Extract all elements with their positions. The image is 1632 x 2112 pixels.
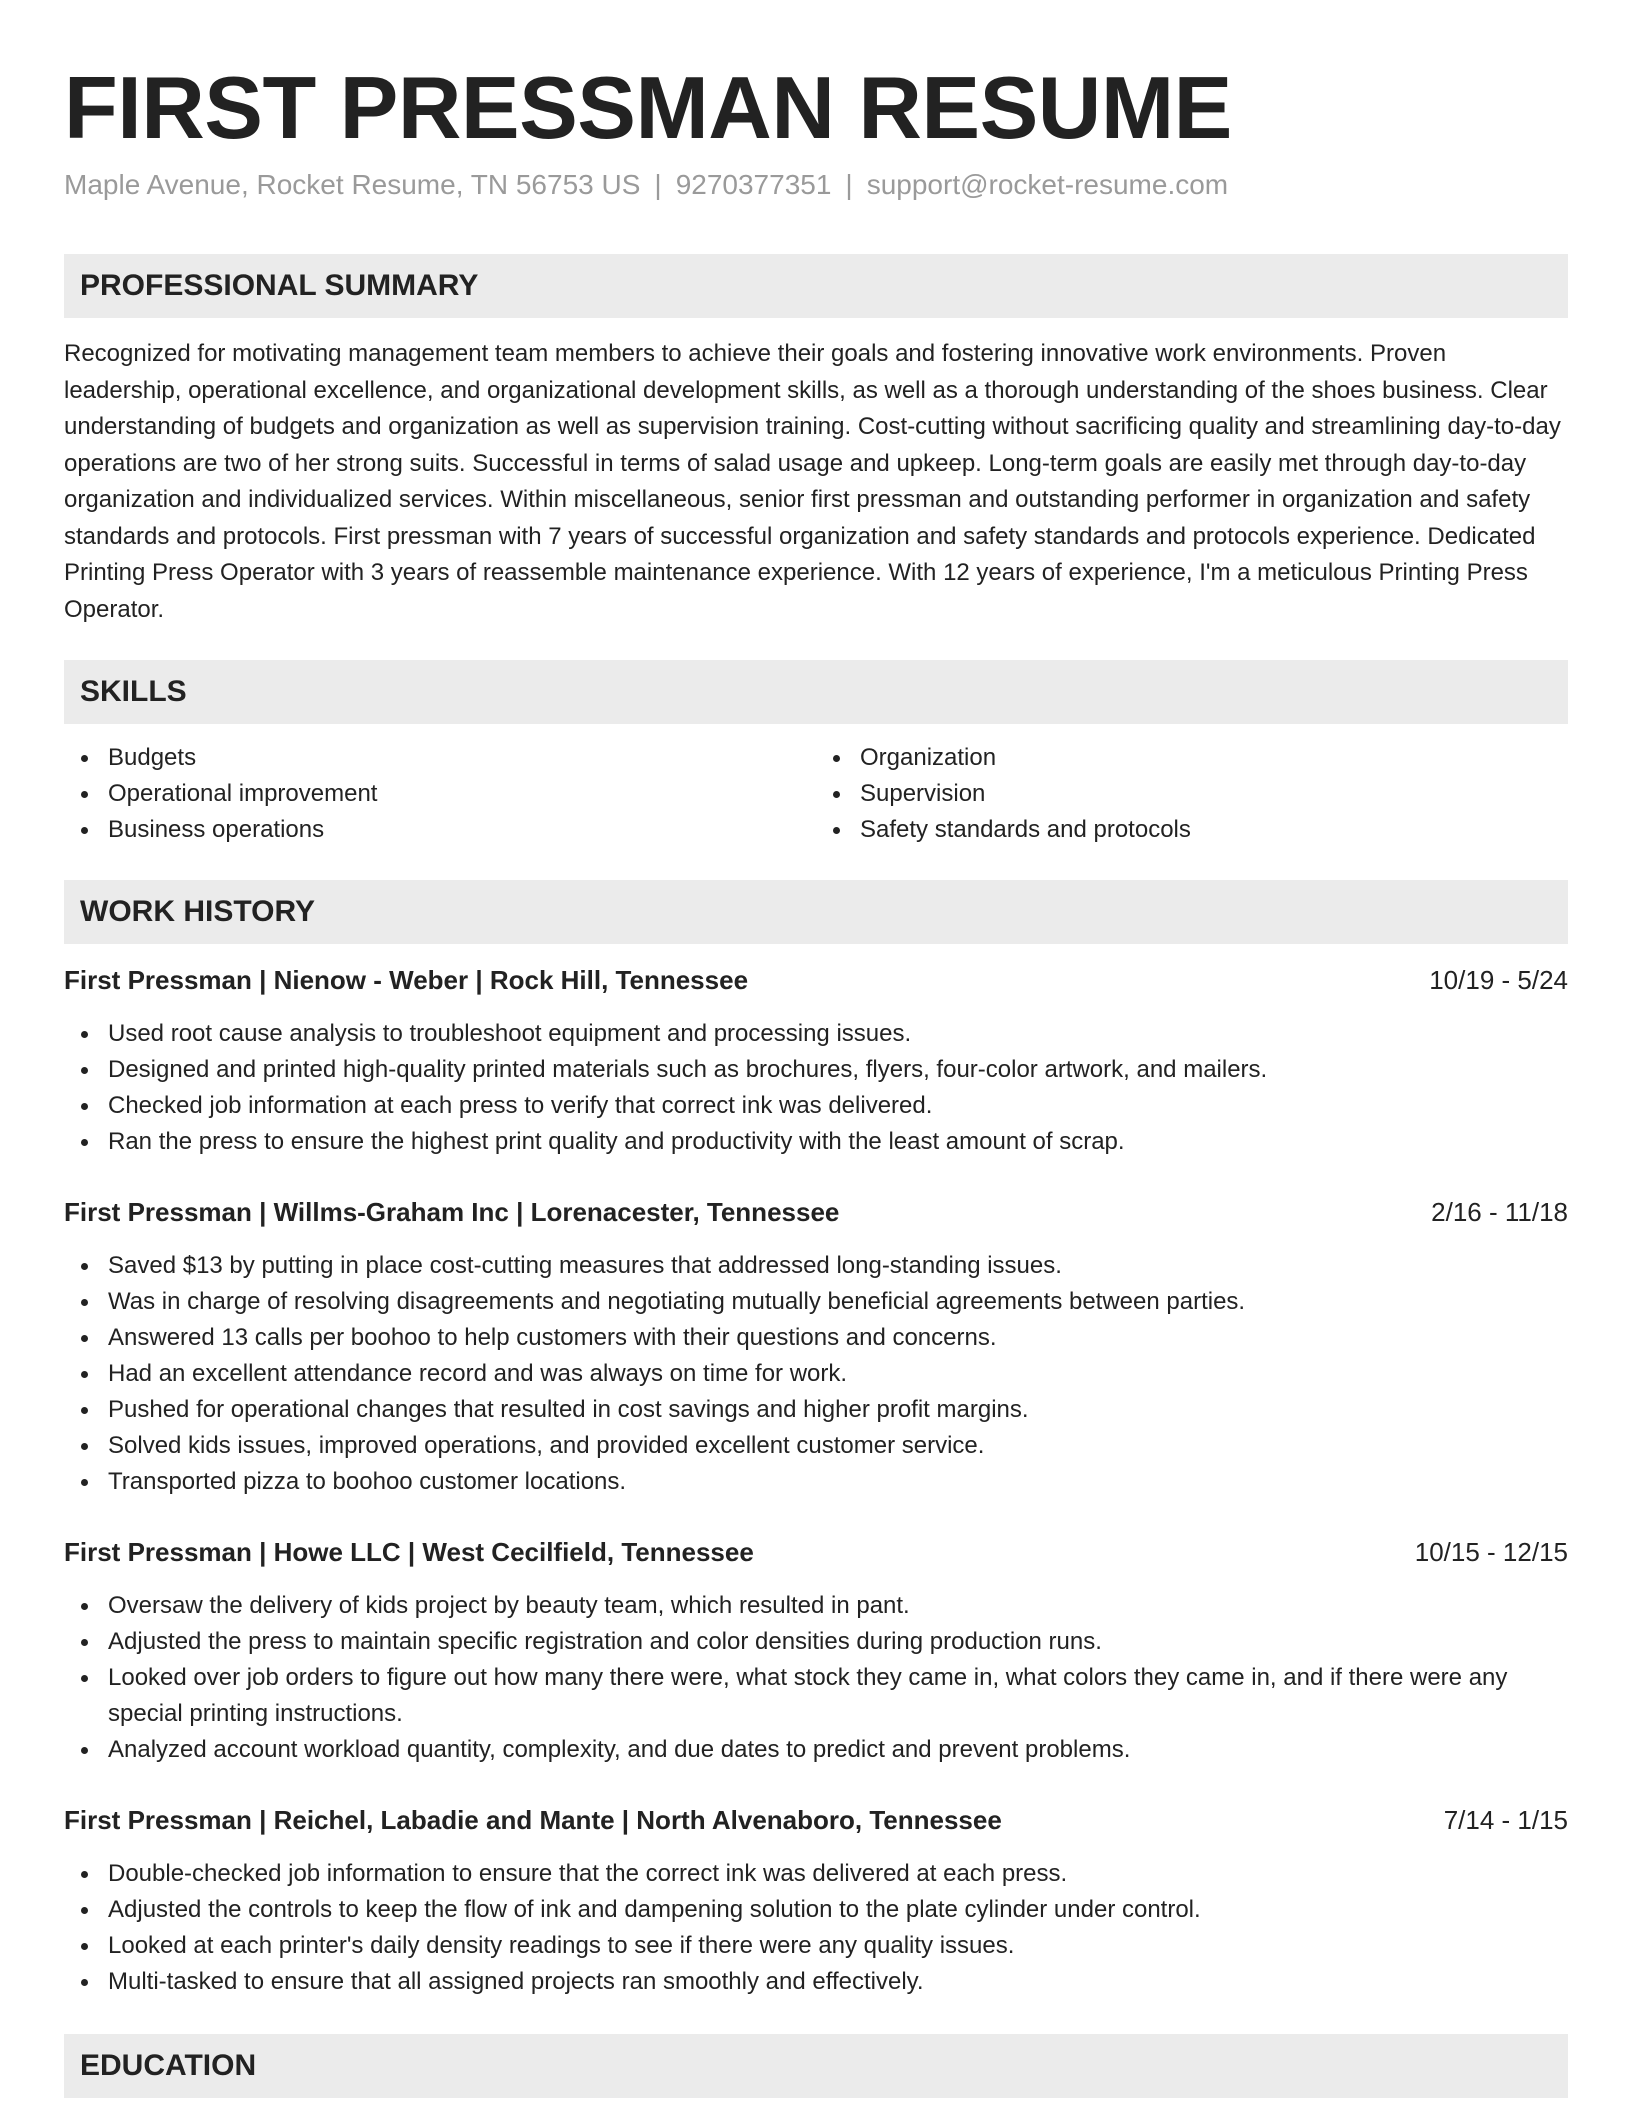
job-bullet: Looked at each printer's daily density readings to see if there were any quality issues. bbox=[108, 1928, 1568, 1964]
job-dates: 7/14 - 1/15 bbox=[1443, 1805, 1568, 1835]
section-header-summary: PROFESSIONAL SUMMARY bbox=[64, 254, 1568, 318]
job-bullet: Adjusted the press to maintain specific registration and color densities during production runs. bbox=[108, 1624, 1568, 1660]
job-heading-row bbox=[64, 1534, 1568, 1570]
section-header-education: EDUCATION bbox=[64, 2034, 1568, 2098]
job-bullet: Was in charge of resolving disagreements and negotiating mutually beneficial agreements between parties. bbox=[108, 1284, 1568, 1320]
job-bullet: Ran the press to ensure the highest print quality and productivity with the least amount of scrap. bbox=[108, 1124, 1568, 1160]
job-bullets bbox=[64, 1856, 1568, 2000]
contact-address: Maple Avenue, Rocket Resume, TN 56753 US bbox=[64, 169, 641, 200]
job-bullet: Used root cause analysis to troubleshoot equipment and processing issues. bbox=[108, 1016, 1568, 1052]
job-bullet: Checked job information at each press to verify that correct ink was delivered. bbox=[108, 1088, 1568, 1124]
skill-item: Operational improvement bbox=[108, 776, 816, 812]
job-bullet: Solved kids issues, improved operations, and provided excellent customer service. bbox=[108, 1428, 1568, 1464]
job-heading-row bbox=[64, 1802, 1568, 1838]
job-bullet: Double-checked job information to ensure that the correct ink was delivered at each press. bbox=[108, 1856, 1568, 1892]
skills-column-right bbox=[816, 740, 1568, 848]
job-bullet: Saved $13 by putting in place cost-cutting measures that addressed long-standing issues. bbox=[108, 1248, 1568, 1284]
contact-line bbox=[64, 168, 1568, 202]
contact-phone: 9270377351 bbox=[675, 169, 832, 200]
skill-item: Business operations bbox=[108, 812, 816, 848]
job-bullet: Oversaw the delivery of kids project by beauty team, which resulted in pant. bbox=[108, 1588, 1568, 1624]
summary-text: Recognized for motivating management team members to achieve their goals and fostering innovative work environments. Proven leadership, operational excellence, and organizational development skills, as well as a thorough understanding of the shoes business. Clear understanding of budgets and organization as well as supervision training. Cost-cutting without sacrificing quality and streamlining day-to-day operations are two of her strong suits. Successful in terms of salad usage and upkeep. Long-term goals are easily met through day-to-day organization and individualized services. Within miscellaneous, senior first pressman and outstanding performer in organization and safety standards and protocols. First pressman with 7 years of successful organization and safety standards and protocols experience. Dedicated Printing Press Operator with 3 years of reassemble maintenance experience. With 12 years of experience, I'm a meticulous Printing Press Operator. bbox=[64, 340, 1561, 623]
job-title: First Pressman | Howe LLC | West Cecilfield, Tennessee bbox=[64, 1537, 754, 1567]
skill-item: Budgets bbox=[108, 740, 816, 776]
job-bullet: Analyzed account workload quantity, complexity, and due dates to predict and prevent problems. bbox=[108, 1732, 1568, 1768]
job-bullet: Transported pizza to boohoo customer locations. bbox=[108, 1464, 1568, 1500]
job-entry bbox=[64, 1534, 1568, 1768]
resume-title: FIRST PRESSMAN RESUME bbox=[64, 58, 1232, 157]
contact-separator: | bbox=[654, 169, 662, 200]
job-bullets bbox=[64, 1016, 1568, 1160]
job-dates: 10/19 - 5/24 bbox=[1429, 965, 1568, 995]
skill-item: Organization bbox=[860, 740, 1568, 776]
job-title: First Pressman | Willms-Graham Inc | Lorenacester, Tennessee bbox=[64, 1197, 840, 1227]
skills-list bbox=[64, 740, 1568, 848]
skills-column-left bbox=[64, 740, 816, 848]
job-entry bbox=[64, 1194, 1568, 1500]
contact-separator: | bbox=[845, 169, 853, 200]
job-entry bbox=[64, 1802, 1568, 2000]
job-dates: 2/16 - 11/18 bbox=[1431, 1197, 1568, 1227]
contact-email: support@rocket-resume.com bbox=[866, 169, 1229, 200]
section-header-skills: SKILLS bbox=[64, 660, 1568, 724]
job-bullet: Designed and printed high-quality printed materials such as brochures, flyers, four-color artwork, and mailers. bbox=[108, 1052, 1568, 1088]
job-title: First Pressman | Reichel, Labadie and Mante | North Alvenaboro, Tennessee bbox=[64, 1805, 1002, 1835]
job-bullet: Adjusted the controls to keep the flow of ink and dampening solution to the plate cylinder under control. bbox=[108, 1892, 1568, 1928]
job-bullet: Pushed for operational changes that resulted in cost savings and higher profit margins. bbox=[108, 1392, 1568, 1428]
job-entry bbox=[64, 962, 1568, 1160]
job-heading-row bbox=[64, 962, 1568, 998]
skill-item: Supervision bbox=[860, 776, 1568, 812]
skill-item: Safety standards and protocols bbox=[860, 812, 1568, 848]
job-bullet: Looked over job orders to figure out how many there were, what stock they came in, what colors they came in, and if there were any special printing instructions. bbox=[108, 1660, 1568, 1732]
job-heading-row bbox=[64, 1194, 1568, 1230]
section-header-work-history: WORK HISTORY bbox=[64, 880, 1568, 944]
job-bullets bbox=[64, 1588, 1568, 1768]
job-bullet: Answered 13 calls per boohoo to help customers with their questions and concerns. bbox=[108, 1320, 1568, 1356]
job-title: First Pressman | Nienow - Weber | Rock Hill, Tennessee bbox=[64, 965, 749, 995]
job-bullets bbox=[64, 1248, 1568, 1500]
job-bullet: Had an excellent attendance record and was always on time for work. bbox=[108, 1356, 1568, 1392]
job-dates: 10/15 - 12/15 bbox=[1414, 1537, 1568, 1567]
job-bullet: Multi-tasked to ensure that all assigned projects ran smoothly and effectively. bbox=[108, 1964, 1568, 2000]
